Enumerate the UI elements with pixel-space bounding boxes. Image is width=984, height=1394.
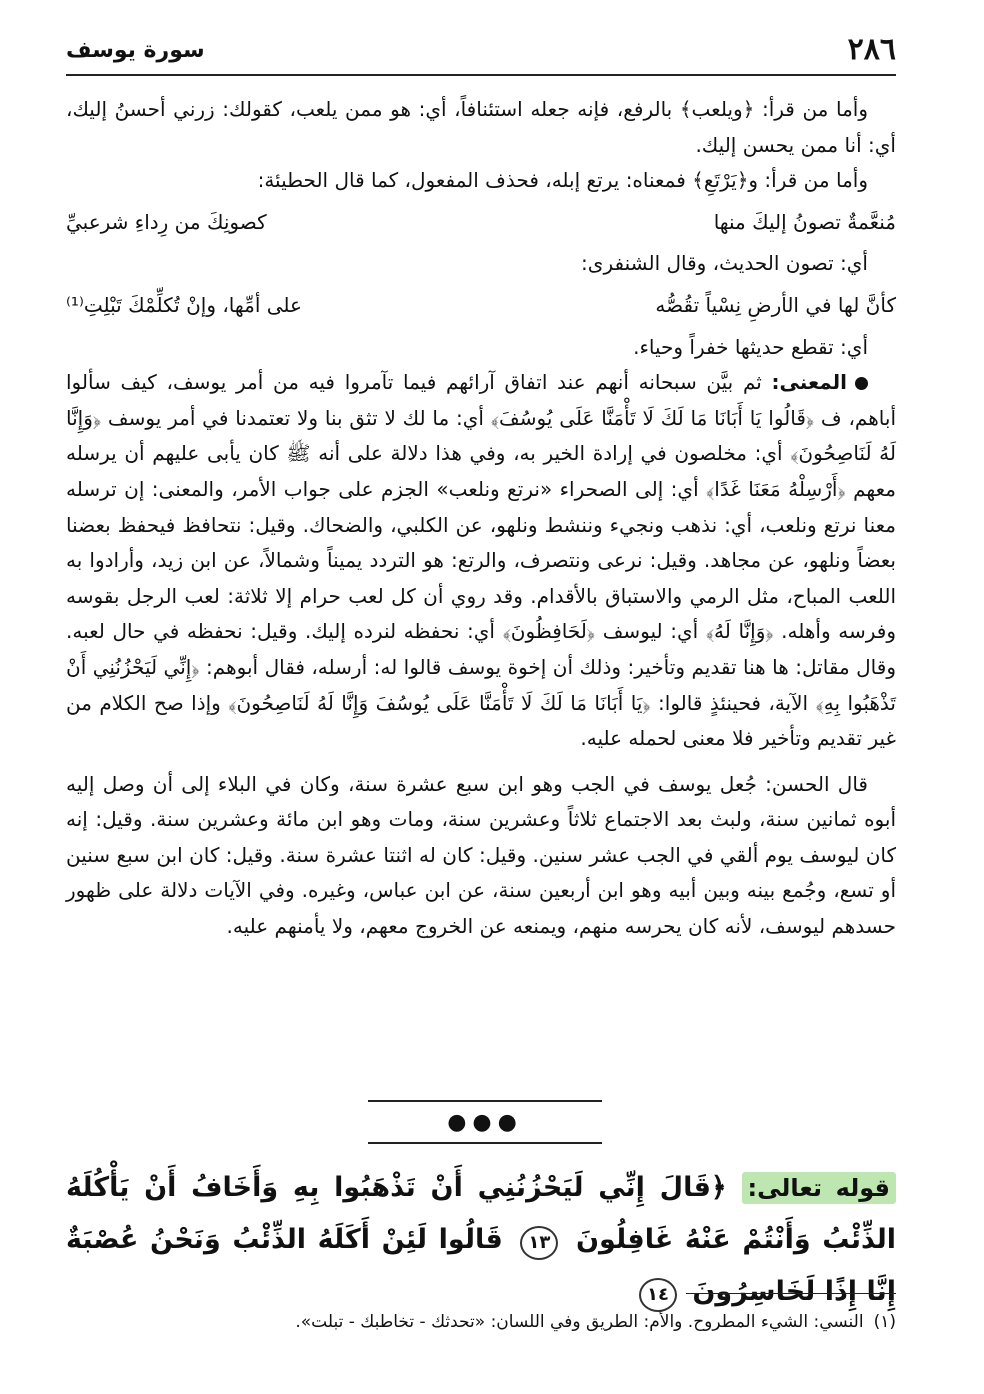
footnote-rule: [686, 1293, 896, 1294]
ayah-number-14: ١٤: [639, 1278, 677, 1312]
paragraph-hasan: قال الحسن: جُعل يوسف في الجب وهو ابن سبع عشرة سنة، وكان في البلاء إلى أن وصل إليه أبوه ثمانين سنة، ولبث بعد الاجتماع ثلاثاً وعشرين سنة، ومات وهو ابن مائة وعشرين سنة. وقيل: إنه كان ليوسف يوم ألقي في الجب عشر سنين. وقيل: كان له اثنتا عشرة سنة. وقيل: كان ابن سبع سنين أو تسع، وجُمع بينه وبين أبيه وهو ابن أربعين سنة، عن ابن عباس، وغيره. وفي الآيات دلالة على ظهور حسدهم ليوسف، لأنه كان يحرسه منهم، ويمنعه عن الخروج معهم، ولا يأمنهم عليه.: [66, 771, 896, 939]
poem-hemistich-first: مُنعَّمةٌ تصونُ إليكَ منها: [713, 209, 896, 234]
paragraph-reading-yalab: وأما من قرأ: ﴿ويلعب﴾ بالرفع، فإنه جعله استئنافاً، أي: هو ممن يلعب، كقولك: زرني أحسنُ إليك، أي: أنا ممن يحسن إليك.: [66, 97, 896, 157]
ayah-number-13: ١٣: [520, 1226, 558, 1260]
page-number: ٢٨٦: [847, 32, 896, 67]
footnote-text: النسي: الشيء المطروح. والأم: الطريق وفي اللسان: «تحدثك - تخاطبك - تبلت».: [295, 1312, 864, 1332]
surah-title: سورة يوسف: [66, 38, 205, 63]
poem-verse-shanfara: [66, 288, 896, 324]
poem-hemistich-second: على أمِّها، وإنْ تُكلِّمْكَ تَبْلِتِ⁽¹⁾: [66, 292, 302, 317]
quran-verse-block: [66, 1162, 896, 1318]
poem-hemistich-second: كصونِكَ من رِداءِ شرعبيِّ: [66, 209, 267, 234]
header-rule: [66, 74, 896, 76]
separator-bottom-line: [368, 1142, 602, 1144]
paragraph-reading-yarta: وأما من قرأ: و﴿يَرْتَعِ﴾ فمعناه: يرتع إبله، فحذف المفعول، كما قال الحطيئة:: [257, 168, 868, 193]
spacer: [66, 757, 896, 767]
bullet-icon: [855, 377, 868, 390]
meaning-label: المعنى:: [771, 370, 848, 395]
paragraph-shanfara-intro: أي: تصون الحديث، وقال الشنفرى:: [581, 251, 868, 276]
page-header: [66, 28, 896, 76]
separator-top-line: [368, 1100, 602, 1102]
poem-verse-hutayah: [66, 205, 896, 241]
section-separator: [368, 1100, 602, 1144]
verse-13-text: ﴿قَالَ إِنِّي لَيَحْزُنُنِي أَنْ تَذْهَبُوا بِهِ وَأَخَافُ أَنْ يَأْكُلَهُ الذِّئْبُ وَأَنْتُمْ عَنْهُ غَافِلُونَ: [66, 1172, 896, 1255]
verse-14-text: قَالُوا لَئِنْ أَكَلَهُ الذِّئْبُ وَنَحْنُ عُصْبَةٌ إِنَّا إِذًا لَخَاسِرُونَ: [66, 1224, 896, 1307]
footnote: [66, 1308, 896, 1336]
footnote-number: (١): [873, 1312, 896, 1332]
paragraph-poem-gloss: أي: تقطع حديثها خفراً وحياء.: [633, 334, 868, 359]
main-text: [66, 92, 896, 945]
meaning-text: ثم بيَّن سبحانه أنهم عند اتفاق آرائهم فيما تآمروا فيه من أمر يوسف، كيف سألوا أباهم، ف ﴿قَالُوا يَا أَبَانَا مَا لَكَ لَا تَأْمَنَّا عَلَى يُوسُفَ﴾ أي: ما لك لا تثق بنا ولا تعتمدنا في أمر يوسف ﴿وَإِنَّا لَهُ لَنَاصِحُونَ﴾ أي: مخلصون في إرادة الخير به، وفي هذا دلالة على أنه ﷺ كان يأبى عليهم أن يرسله معهم ﴿أَرْسِلْهُ مَعَنَا غَدًا﴾ أي: إلى الصحراء «نرتع ونلعب» الجزم على جواب الأمر، والمعنى: إن ترسله معنا نرتع ونلعب، أي: نذهب ونجيء وننشط ونلهو، عن الكلبي، والضحاك. وقيل: نتحافظ فيحفظ بعضنا بعضاً ونلهو، عن مجاهد. وقيل: نرعى ونتصرف، والرتع: هو التردد يميناً وشمالاً، عن ابن زيد، وأرادوا به اللعب المباح، مثل الرمي والاستباق بالأقدام. وقد روي أن كل لعب حرام إلا ثلاثة: لعب الرجل بقوسه وفرسه وأهله. ﴿وَإِنَّا لَهُ﴾ أي: ليوسف ﴿لَحَافِظُونَ﴾ أي: نحفظه لنرده إليك. وقيل: نحفظه في حال لعبه. وقال مقاتل: ها هنا تقديم وتأخير: وذلك أن إخوة يوسف قالوا له: أرسله، فقال أبوهم: ﴿إِنِّي لَيَحْزُنُنِي أَنْ تَذْهَبُوا بِهِ﴾ الآية، فحينئذٍ قالوا: ﴿يَا أَبَانَا مَا لَكَ لَا تَأْمَنَّا عَلَى يُوسُفَ وَإِنَّا لَهُ لَنَاصِحُونَ﴾ وإذا صح الكلام من غير تقديم وتأخير فلا معنى لحمله عليه.: [66, 370, 896, 751]
verse-label: قوله تعالى:: [742, 1172, 897, 1204]
paragraph-meaning: [66, 365, 896, 757]
separator-dots: ●●●: [447, 1110, 523, 1135]
poem-hemistich-first: كأنَّ لها في الأرضِ نِسْياً تقُصُّه: [655, 292, 896, 317]
